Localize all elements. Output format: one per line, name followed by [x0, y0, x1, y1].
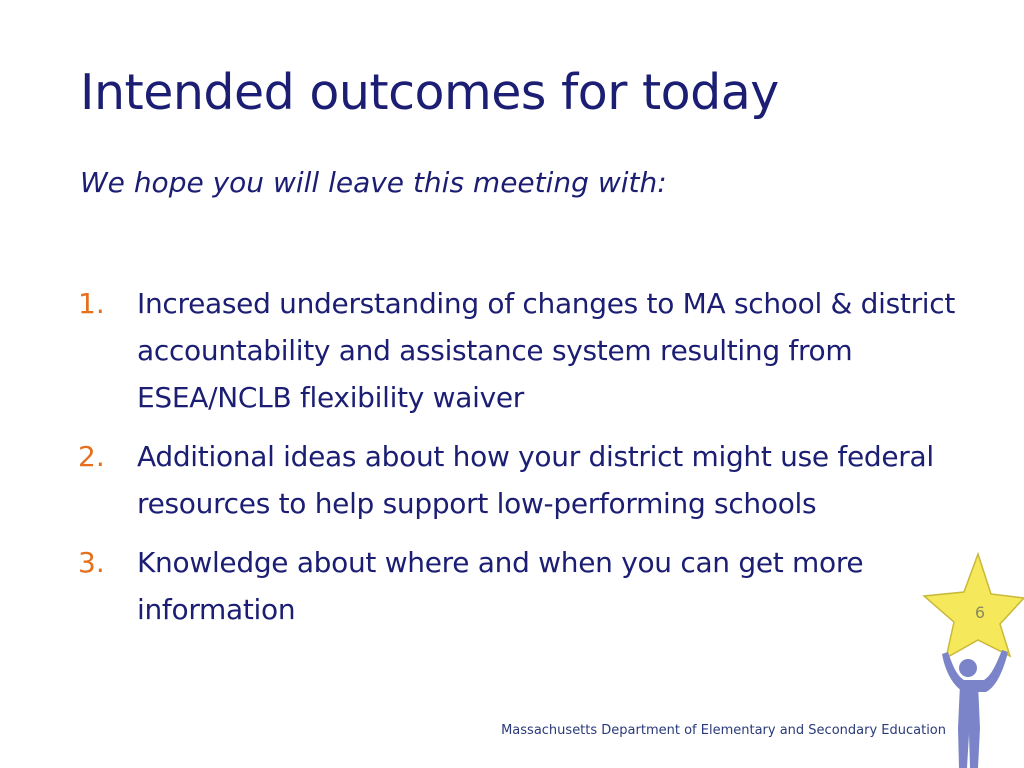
figure-body	[958, 684, 980, 768]
outcome-number: 3.	[78, 546, 105, 579]
outcome-number: 1.	[78, 287, 105, 320]
outcome-item-3	[78, 539, 958, 633]
outcome-number: 2.	[78, 440, 105, 473]
outcomes-list	[78, 280, 958, 645]
outcome-text: Increased understanding of changes to MA school & district accountability and assistance system resulting from ESEA/NCLB flexibility waiver	[137, 287, 956, 414]
outcome-text: Knowledge about where and when you can get more information	[137, 546, 864, 626]
outcome-text: Additional ideas about how your district might use federal resources to help support low-performing schools	[137, 440, 934, 520]
slide-subtitle: We hope you will leave this meeting with:	[80, 166, 667, 199]
outcome-item-1	[78, 280, 958, 421]
page-number: 6	[974, 603, 986, 622]
footer-text: Massachusetts Department of Elementary and Secondary Education	[501, 723, 946, 738]
figure-head	[959, 659, 977, 677]
outcome-item-2	[78, 433, 958, 527]
slide-title: Intended outcomes for today	[80, 64, 779, 121]
